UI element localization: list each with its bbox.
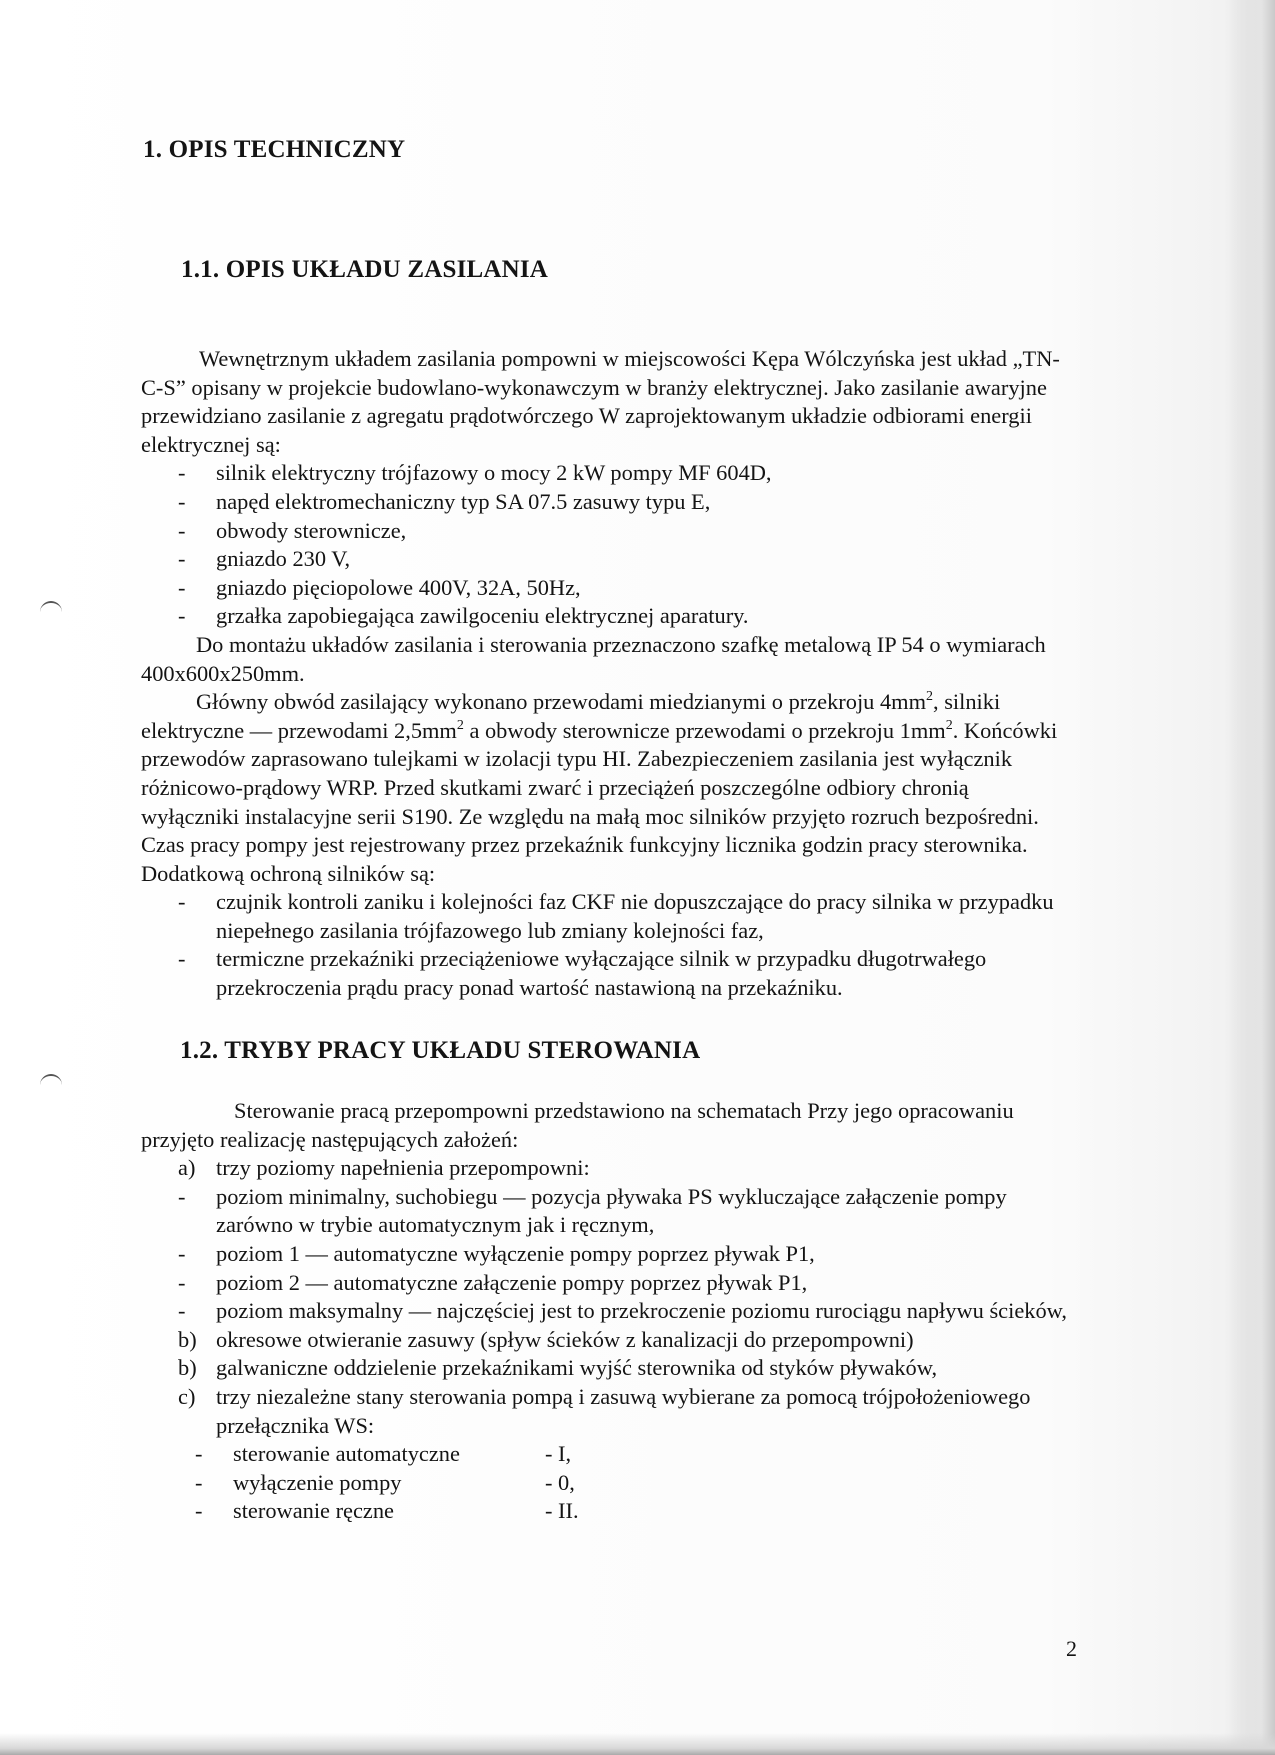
list-item: - poziom minimalny, suchobiegu — pozycja pływaka PS wykluczające załączenie pompy zarówno w trybie automatycznym jak i ręcznym,: [178, 1183, 1007, 1238]
intro-paragraph: Sterowanie pracą przepompowni przedstawiono na schematach Przy jego opracowaniu przyjęto realizację następujących założeń:: [141, 1098, 1014, 1152]
list-item: - obwody sterownicze,: [178, 517, 407, 543]
section-heading-1-2: 1.2. TRYBY PRACY UKŁADU STEROWANIA: [180, 1037, 701, 1064]
chapter-heading: 1. OPIS TECHNICZNY: [143, 136, 406, 163]
main-circuit-paragraph: Główny obwód zasilający wykonano przewodami miedzianymi o przekroju $4mm^2$, silniki elektryczne — przewodami $2,5mm^2$ a obwody sterownicze przewodami o przekroju $1mm^2$. Końcówki przewodów zaprasowano tulejkami w izolacji typu HI. Zabezpieczeniem zasilania jest wyłącznik różnicowo-prądowy WRP. Przed skutkami zwarć i przeciążeń poszczególne odbiory chronią wyłączniki instalacyjne serii S190. Ze względu na małą moc silników przyjęto rozruch bezpośredni. Czas pracy pompy jest rejestrowany przez przekaźnik funkcyjny licznika godzin pracy sterownika. Dodatkową ochroną silników są:: [141, 689, 1058, 886]
list-item: c) trzy niezależne stany sterowania pompą i zasuwą wybierane za pomocą trójpołożeniowego przełącznika WS:: [178, 1383, 1031, 1438]
page-number: 2: [1066, 1636, 1077, 1661]
intro-paragraph: Wewnętrznym układem zasilania pompowni w miejscowości Kępa Wólczyńska jest układ „TN-C-S” opisany w projekcie budowlano-wykonawczym w branży elektrycznej. Jako zasilanie awaryjne przewidziano zasilanie z agregatu prądotwórczego W zaprojektowanym układzie odbiorami energii elektrycznej są:: [141, 346, 1060, 457]
list-item: b) okresowe otwieranie zasuwy (spływ ścieków z kanalizacji do przepompowni): [178, 1326, 914, 1352]
list-item: - grzałka zapobiegająca zawilgoceniu elektrycznej aparatury.: [178, 603, 749, 629]
mode-item: - wyłączenie pompy - 0,: [195, 1469, 575, 1495]
list-item: - termiczne przekaźniki przeciążeniowe wyłączające silnik w przypadku długotrwałego przekroczenia prądu pracy ponad wartość nastawioną na przekaźniku.: [178, 946, 987, 1001]
scan-edge-bottom: [0, 1733, 1275, 1755]
list-item: a) trzy poziomy napełnienia przepompowni:: [178, 1155, 590, 1181]
mode-item: - sterowanie ręczne - II.: [195, 1498, 579, 1524]
scan-edge-right: [1229, 0, 1275, 1755]
list-item: - silnik elektryczny trójfazowy o mocy 2 kW pompy MF 604D,: [178, 460, 772, 486]
list-item: - poziom 2 — automatyczne załączenie pompy poprzez pływak P1,: [178, 1269, 808, 1295]
list-item: - gniazdo 230 V,: [178, 546, 351, 572]
list-item: - poziom 1 — automatyczne wyłączenie pompy poprzez pływak P1,: [178, 1240, 815, 1266]
list-item: - czujnik kontroli zaniku i kolejności faz CKF nie dopuszczające do pracy silnika w przypadku niepełnego zasilania trójfazowego lub zmiany kolejności faz,: [178, 889, 1054, 943]
punch-hole-mark: [40, 601, 62, 617]
section-1-2-body: [141, 1097, 1071, 1526]
punch-hole-mark: [40, 1074, 62, 1090]
list-item: b) galwaniczne oddzielenie przekaźnikami wyjść sterownika od styków pływaków,: [178, 1355, 938, 1381]
section-1-1-body: [141, 345, 1071, 1003]
list-item: - gniazdo pięciopolowe 400V, 32A, 50Hz,: [178, 574, 581, 600]
list-item: - poziom maksymalny — najczęściej jest to przekroczenie poziomu rurociągu napływu ścieków,: [178, 1298, 1067, 1324]
list-item: - napęd elektromechaniczny typ SA 07.5 zasuwy typu E,: [178, 488, 711, 514]
montage-paragraph: Do montażu układów zasilania i sterowania przeznaczono szafkę metalową IP 54 o wymiarach 400x600x250mm.: [141, 631, 1046, 686]
mode-item: - sterowanie automatyczne - I,: [195, 1441, 572, 1467]
superscript: 2: [456, 717, 464, 733]
section-heading-1-1: 1.1. OPIS UKŁADU ZASILANIA: [181, 256, 549, 283]
superscript: 2: [945, 717, 953, 733]
superscript: 2: [926, 689, 933, 705]
